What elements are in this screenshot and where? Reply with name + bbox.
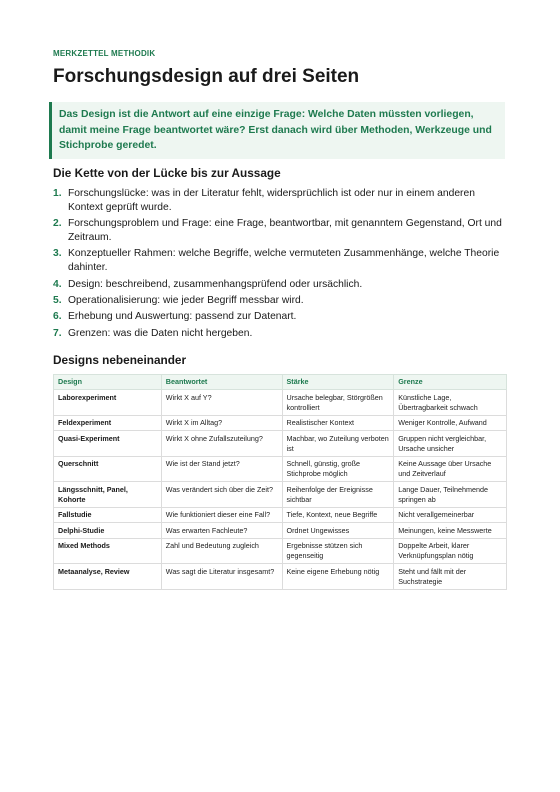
table-row [54,523,507,539]
strength-cell: Ursache belegbar, Störgrößen kontrolliert [282,390,394,416]
kicker-label: MERKZETTEL METHODIK [53,49,156,58]
design-name-cell: Mixed Methods [54,538,162,564]
strength-cell: Tiefe, Kontext, neue Begriffe [282,507,394,523]
strength-cell: Keine eigene Erhebung nötig [282,564,394,590]
step-text: Operationalisierung: wie jeder Begriff messbar wird. [68,294,304,306]
step-number: 6. [53,311,62,323]
limit-cell: Künstliche Lage, Übertragbarkeit schwach [394,390,507,416]
step-text: Design: beschreibend, zusammenhangsprüfend oder ursächlich. [68,278,363,290]
page-title: Forschungsdesign auf drei Seiten [53,66,360,87]
answers-cell: Wie ist der Stand jetzt? [161,456,282,482]
step-number: 3. [53,248,62,260]
list-item [53,278,509,292]
answers-cell: Zahl und Bedeutung zugleich [161,538,282,564]
table-row [54,390,507,416]
column-header: Design [54,375,162,390]
limit-cell: Nicht verallgemeinerbar [394,507,507,523]
design-name-cell: Querschnitt [54,456,162,482]
answers-cell: Wie funktioniert dieser eine Fall? [161,507,282,523]
design-name-cell: Delphi-Studie [54,523,162,539]
design-name-cell: Feldexperiment [54,415,162,431]
step-number: 5. [53,294,62,306]
answers-cell: Was verändert sich über die Zeit? [161,482,282,508]
table-row [54,431,507,457]
limit-cell: Lange Dauer, Teilnehmende springen ab [394,482,507,508]
design-name-cell: Laborexperiment [54,390,162,416]
step-text: Forschungslücke: was in der Literatur fehlt, widersprüchlich ist oder nur in einem anderen Kontext geprüft wurde. [68,188,475,213]
design-name-cell: Fallstudie [54,507,162,523]
column-header: Beantwortet [161,375,282,390]
chain-heading: Die Kette von der Lücke bis zur Aussage [53,166,281,180]
strength-cell: Realistischer Kontext [282,415,394,431]
list-item [53,294,509,308]
list-item [53,217,509,245]
strength-cell: Ergebnisse stützen sich gegenseitig [282,538,394,564]
design-name-cell: Metaanalyse, Review [54,564,162,590]
list-item [53,247,509,275]
limit-cell: Weniger Kontrolle, Aufwand [394,415,507,431]
strength-cell: Reihenfolge der Ereignisse sichtbar [282,482,394,508]
list-item [53,310,509,324]
step-number: 1. [53,188,62,199]
answers-cell: Was sagt die Literatur insgesamt? [161,564,282,590]
table-row [54,482,507,508]
key-message-callout [49,102,505,159]
strength-cell: Ordnet Ungewisses [282,523,394,539]
table-row [54,415,507,431]
strength-cell: Machbar, wo Zuteilung verboten ist [282,431,394,457]
answers-cell: Wirkt X im Alltag? [161,415,282,431]
callout-text: Das Design ist die Antwort auf eine einzige Frage: Welche Daten müssten vorliegen, damit meine Frage beantwortet wäre? Erst danach wird über Methoden, Werkzeuge und Stichprobe geredet. [59,109,492,151]
step-text: Konzeptueller Rahmen: welche Begriffe, welche vermuteten Zusammenhänge, welche Theorie dahinter. [68,248,500,274]
step-text: Forschungsproblem und Frage: eine Frage, beantwortbar, mit genanntem Gegenstand, Ort und Zeitraum. [68,218,502,243]
answers-cell: Wirkt X auf Y? [161,390,282,416]
chain-steps-list [53,187,509,343]
strength-cell: Schnell, günstig, große Stichprobe möglich [282,456,394,482]
table-row [54,507,507,523]
designs-heading: Designs nebeneinander [53,353,187,367]
design-name-cell: Längsschnitt, Panel, Kohorte [54,482,162,508]
answers-cell: Wirkt X ohne Zufallszuteilung? [161,431,282,457]
answers-cell: Was erwarten Fachleute? [161,523,282,539]
table-row [54,564,507,590]
table-row [54,456,507,482]
step-number: 4. [53,278,62,290]
limit-cell: Meinungen, keine Messwerte [394,523,507,539]
list-item [53,187,509,215]
limit-cell: Keine Aussage über Ursache und Zeitverlauf [394,456,507,482]
step-number: 7. [53,327,62,339]
designs-table [53,374,507,590]
step-number: 2. [53,218,62,230]
list-item [53,327,509,341]
table-row [54,538,507,564]
step-text: Grenzen: was die Daten nicht hergeben. [68,327,253,339]
column-header: Grenze [394,375,507,390]
design-name-cell: Quasi-Experiment [54,431,162,457]
limit-cell: Doppelte Arbeit, klarer Verknüpfungsplan nötig [394,538,507,564]
limit-cell: Steht und fällt mit der Suchstrategie [394,564,507,590]
table-header-row [54,375,507,390]
step-text: Erhebung und Auswertung: passend zur Datenart. [68,311,297,323]
column-header: Stärke [282,375,394,390]
limit-cell: Gruppen nicht vergleichbar, Ursache unsicher [394,431,507,457]
